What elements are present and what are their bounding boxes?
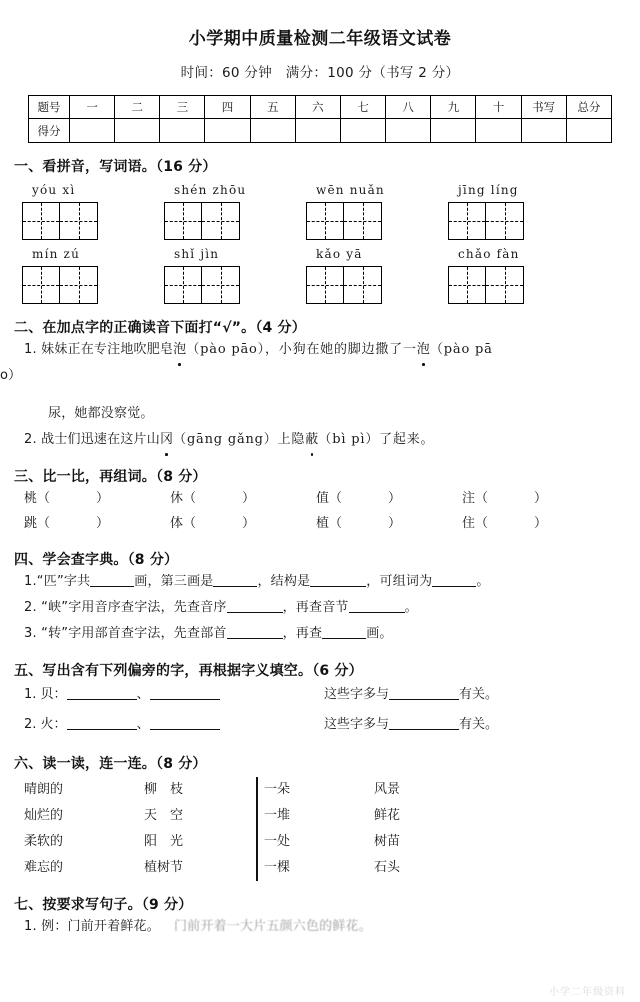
section-2-question-1-wrap: o） — [0, 368, 22, 383]
match-item[interactable]: 一堆 — [264, 808, 291, 823]
section-5-question-2 — [24, 710, 640, 740]
match-item[interactable]: 难忘的 — [24, 860, 64, 875]
section-5-question-1 — [24, 680, 640, 710]
pinyin-label: yóu xì — [32, 183, 76, 197]
section-4-question-3 — [24, 621, 640, 647]
section-1-heading: 一、看拼音，写词语。（16 分） — [14, 159, 217, 175]
q5-2-left — [24, 710, 324, 740]
q4-1-d: ，可组词为 — [366, 574, 433, 589]
pinyin-label: wēn nuǎn — [316, 183, 385, 197]
col-header-9: 九 — [431, 96, 476, 119]
score-table — [28, 95, 612, 143]
q5-tail-b: 有关。 — [459, 687, 499, 702]
pinyin-row-1 — [0, 183, 640, 240]
zuci-char: 桃（ — [24, 491, 51, 506]
row-label-question: 题号 — [29, 96, 70, 119]
q5-1-right — [324, 680, 498, 710]
match-column-nouns — [144, 777, 256, 881]
zuci-item-zhu[interactable] — [462, 486, 608, 511]
tianzige-cell[interactable] — [22, 202, 60, 240]
score-cell-6[interactable] — [295, 119, 340, 143]
exam-meta-subtitle: 时间：60 分钟 满分：100 分（书写 2 分） — [180, 65, 460, 81]
blank-field[interactable] — [322, 625, 366, 639]
blank-field[interactable] — [150, 716, 220, 730]
score-cell-2[interactable] — [115, 119, 160, 143]
q2-1-text-b[interactable]: （pào pāo），小狗在她的脚边撒了一 — [186, 342, 417, 357]
pinyin-item-jingling — [448, 183, 590, 240]
q5-tail-a: 这些字多与 — [324, 717, 390, 732]
tianzige-cell[interactable] — [60, 266, 98, 304]
zuci-char: 注（ — [462, 491, 489, 506]
dotted-char-pao-1: 泡 — [173, 337, 186, 363]
tianzige-grid[interactable] — [164, 202, 240, 240]
q4-1-e: 。 — [476, 574, 490, 589]
q5-tail-a: 这些字多与 — [324, 687, 390, 702]
radical-label-bei: 1. 贝： — [24, 687, 67, 702]
matching-exercise — [24, 777, 640, 881]
match-item[interactable]: 石头 — [374, 860, 401, 875]
blank-field[interactable] — [150, 686, 220, 700]
separator: 、 — [136, 687, 150, 702]
section-3-row-1 — [24, 486, 640, 511]
blank-field[interactable] — [90, 573, 134, 587]
col-header-handwriting: 书写 — [521, 96, 566, 119]
q4-3-b: ，再查 — [282, 626, 323, 641]
tianzige-cell[interactable] — [448, 202, 486, 240]
pinyin-item-shijin — [164, 247, 306, 304]
matching-divider — [256, 777, 258, 881]
blank-field[interactable] — [67, 716, 137, 730]
match-item[interactable]: 一朵 — [264, 782, 291, 797]
col-header-5: 五 — [250, 96, 295, 119]
pinyin-row-2 — [0, 247, 640, 304]
q4-2-a: 2. “峡”字用音序查字法，先查音序 — [24, 600, 227, 615]
pinyin-label: shén zhōu — [174, 183, 247, 197]
q4-1-c: ，结构是 — [257, 574, 311, 589]
q4-3-c: 画。 — [366, 626, 393, 641]
score-cell-10[interactable] — [476, 119, 521, 143]
section-4-question-1 — [24, 569, 640, 595]
tianzige-cell[interactable] — [60, 202, 98, 240]
zuci-char: 植（ — [316, 516, 343, 531]
score-cell-handwriting[interactable] — [521, 119, 566, 143]
col-header-8: 八 — [386, 96, 431, 119]
tianzige-cell[interactable] — [306, 266, 344, 304]
q4-2-c: 。 — [404, 600, 418, 615]
tianzige-cell[interactable] — [164, 202, 202, 240]
zuci-close: ） — [534, 516, 548, 531]
tianzige-cell[interactable] — [344, 266, 382, 304]
section-2-question-1-tail: 尿，她都没察觉。 — [48, 406, 154, 421]
tianzige-grid[interactable] — [448, 266, 524, 304]
blank-field[interactable] — [213, 573, 257, 587]
zuci-char: 跳（ — [24, 516, 51, 531]
score-cell-3[interactable] — [160, 119, 205, 143]
col-header-10: 十 — [476, 96, 521, 119]
pinyin-label: mín zú — [32, 247, 81, 261]
section-5-heading: 五、写出含有下列偏旁的字，再根据字义填空。（6 分） — [14, 663, 363, 679]
tianzige-cell[interactable] — [486, 202, 524, 240]
section-7-question-1 — [24, 914, 640, 940]
zuci-item-zhi[interactable] — [316, 486, 462, 511]
match-item[interactable]: 风景 — [374, 782, 401, 797]
match-item[interactable]: 一处 — [264, 834, 291, 849]
tianzige-cell[interactable] — [22, 266, 60, 304]
section-4-heading: 四、学会查字典。（8 分） — [14, 552, 179, 568]
q4-1-b: 画，第三画是 — [134, 574, 214, 589]
q5-2-right — [324, 710, 498, 740]
dotted-char-gang: 冈 — [160, 427, 173, 453]
q2-1-text-a: 1. 妹妹正在专注地吹肥皂 — [24, 342, 174, 357]
q5-tail-b: 有关。 — [459, 717, 499, 732]
tianzige-grid[interactable] — [448, 202, 524, 240]
match-item[interactable]: 柳 枝 — [144, 782, 184, 797]
blank-field[interactable] — [227, 625, 283, 639]
match-item[interactable]: 晴朗的 — [24, 782, 64, 797]
pinyin-item-kaoya — [306, 247, 448, 304]
pinyin-item-chaofan — [448, 247, 590, 304]
section-3-row-2 — [24, 511, 640, 536]
pinyin-label: shǐ jìn — [174, 247, 220, 261]
score-cell-1[interactable] — [70, 119, 115, 143]
q2-2-text-a: 2. 战士们迅速在这片山 — [24, 432, 160, 447]
match-item[interactable]: 柔软的 — [24, 834, 64, 849]
match-item[interactable]: 天 空 — [144, 808, 184, 823]
pinyin-label: kǎo yā — [316, 247, 363, 261]
blank-field[interactable] — [310, 573, 366, 587]
q4-3-a: 3. “转”字用部首查字法，先查部首 — [24, 626, 227, 641]
section-2-question-1 — [24, 337, 640, 363]
zuci-item-zhi2[interactable] — [316, 511, 462, 536]
score-cell-9[interactable] — [431, 119, 476, 143]
pinyin-label: chǎo fàn — [458, 247, 520, 261]
zuci-char: 休（ — [170, 491, 197, 506]
zuci-char: 住（ — [462, 516, 489, 531]
table-row-scores — [29, 119, 612, 143]
col-header-1: 一 — [70, 96, 115, 119]
section-7-heading: 七、按要求写句子。（9 分） — [14, 897, 193, 913]
zuci-item-xiu[interactable] — [170, 486, 316, 511]
tianzige-cell[interactable] — [306, 202, 344, 240]
tianzige-cell[interactable] — [486, 266, 524, 304]
col-header-4: 四 — [205, 96, 250, 119]
zuci-close: ） — [242, 516, 256, 531]
section-2-question-2 — [24, 427, 640, 453]
tianzige-grid[interactable] — [22, 266, 98, 304]
pinyin-item-shenzhou — [164, 183, 306, 240]
q4-1-a: 1.“匹”字共 — [24, 574, 91, 589]
blank-field[interactable] — [432, 573, 476, 587]
col-header-total: 总分 — [566, 96, 611, 119]
match-column-objects — [374, 777, 474, 881]
zuci-close: ） — [388, 491, 402, 506]
dotted-char-bi: 蔽 — [305, 427, 318, 453]
blank-field[interactable] — [389, 716, 459, 730]
exam-paper-page — [0, 24, 640, 1002]
score-cell-7[interactable] — [340, 119, 385, 143]
q2-1-text-c[interactable]: （pào pā — [429, 342, 493, 357]
blank-field[interactable] — [67, 686, 137, 700]
section-6-heading: 六、读一读，连一连。（8 分） — [14, 756, 207, 772]
col-header-7: 七 — [340, 96, 385, 119]
match-item[interactable]: 鲜花 — [374, 808, 401, 823]
zuci-close: ） — [388, 516, 402, 531]
score-cell-8[interactable] — [386, 119, 431, 143]
score-cell-total[interactable] — [566, 119, 611, 143]
separator: 、 — [136, 717, 150, 732]
tianzige-grid[interactable] — [164, 266, 240, 304]
blank-field[interactable] — [227, 599, 283, 613]
match-item[interactable]: 一棵 — [264, 860, 291, 875]
tianzige-grid[interactable] — [306, 202, 382, 240]
match-item[interactable]: 树苗 — [374, 834, 401, 849]
section-4-question-2 — [24, 595, 640, 621]
zuci-close: ） — [96, 516, 110, 531]
col-header-6: 六 — [295, 96, 340, 119]
watermark-text: 小学二年级资料 — [549, 987, 626, 998]
score-cell-5[interactable] — [250, 119, 295, 143]
score-cell-4[interactable] — [205, 119, 250, 143]
blank-field[interactable] — [389, 686, 459, 700]
tianzige-grid[interactable] — [306, 266, 382, 304]
q7-1-example-answer: 门前开着一大片五颜六色的鲜花。 — [173, 919, 372, 934]
pinyin-label: jīng líng — [458, 183, 519, 197]
zuci-close: ） — [242, 491, 256, 506]
tianzige-cell[interactable] — [202, 202, 240, 240]
section-2-heading: 二、在加点字的正确读音下面打“√”。（4 分） — [14, 320, 306, 336]
matching-group-left — [24, 777, 256, 881]
section-3-heading: 三、比一比，再组词。（8 分） — [14, 469, 207, 485]
tianzige-cell[interactable] — [164, 266, 202, 304]
tianzige-cell[interactable] — [448, 266, 486, 304]
zuci-item-tiao[interactable] — [24, 511, 170, 536]
q2-2-text-c[interactable]: （bì pì）了起来。 — [318, 432, 435, 447]
zuci-char: 值（ — [316, 491, 343, 506]
matching-group-right — [264, 777, 474, 881]
table-row-question-numbers — [29, 96, 612, 119]
q4-2-b: ，再查音节 — [282, 600, 349, 615]
zuci-item-zhu2[interactable] — [462, 511, 608, 536]
pinyin-item-youxi — [22, 183, 164, 240]
col-header-2: 二 — [115, 96, 160, 119]
zuci-char: 体（ — [170, 516, 197, 531]
zuci-item-tao[interactable] — [24, 486, 170, 511]
zuci-close: ） — [534, 491, 548, 506]
tianzige-grid[interactable] — [22, 202, 98, 240]
zuci-item-ti[interactable] — [170, 511, 316, 536]
match-item[interactable]: 灿烂的 — [24, 808, 64, 823]
radical-label-huo: 2. 火： — [24, 717, 67, 732]
pinyin-item-minzu — [22, 247, 164, 304]
q7-1-example-label: 1. 例：门前开着鲜花。 — [24, 919, 160, 934]
match-item[interactable]: 阳 光 — [144, 834, 184, 849]
pinyin-item-wennuan — [306, 183, 448, 240]
tianzige-cell[interactable] — [344, 202, 382, 240]
col-header-3: 三 — [160, 96, 205, 119]
match-item[interactable]: 植树节 — [144, 860, 184, 875]
q5-1-left — [24, 680, 324, 710]
tianzige-cell[interactable] — [202, 266, 240, 304]
dotted-char-pao-2: 泡 — [417, 337, 430, 363]
row-label-score: 得分 — [29, 119, 70, 143]
match-column-measures — [264, 777, 374, 881]
q2-2-text-b[interactable]: （gāng gǎng）上隐 — [173, 432, 306, 447]
match-column-adjectives — [24, 777, 144, 881]
page-title: 小学期中质量检测二年级语文试卷 — [188, 29, 452, 49]
blank-field[interactable] — [349, 599, 405, 613]
zuci-close: ） — [96, 491, 110, 506]
